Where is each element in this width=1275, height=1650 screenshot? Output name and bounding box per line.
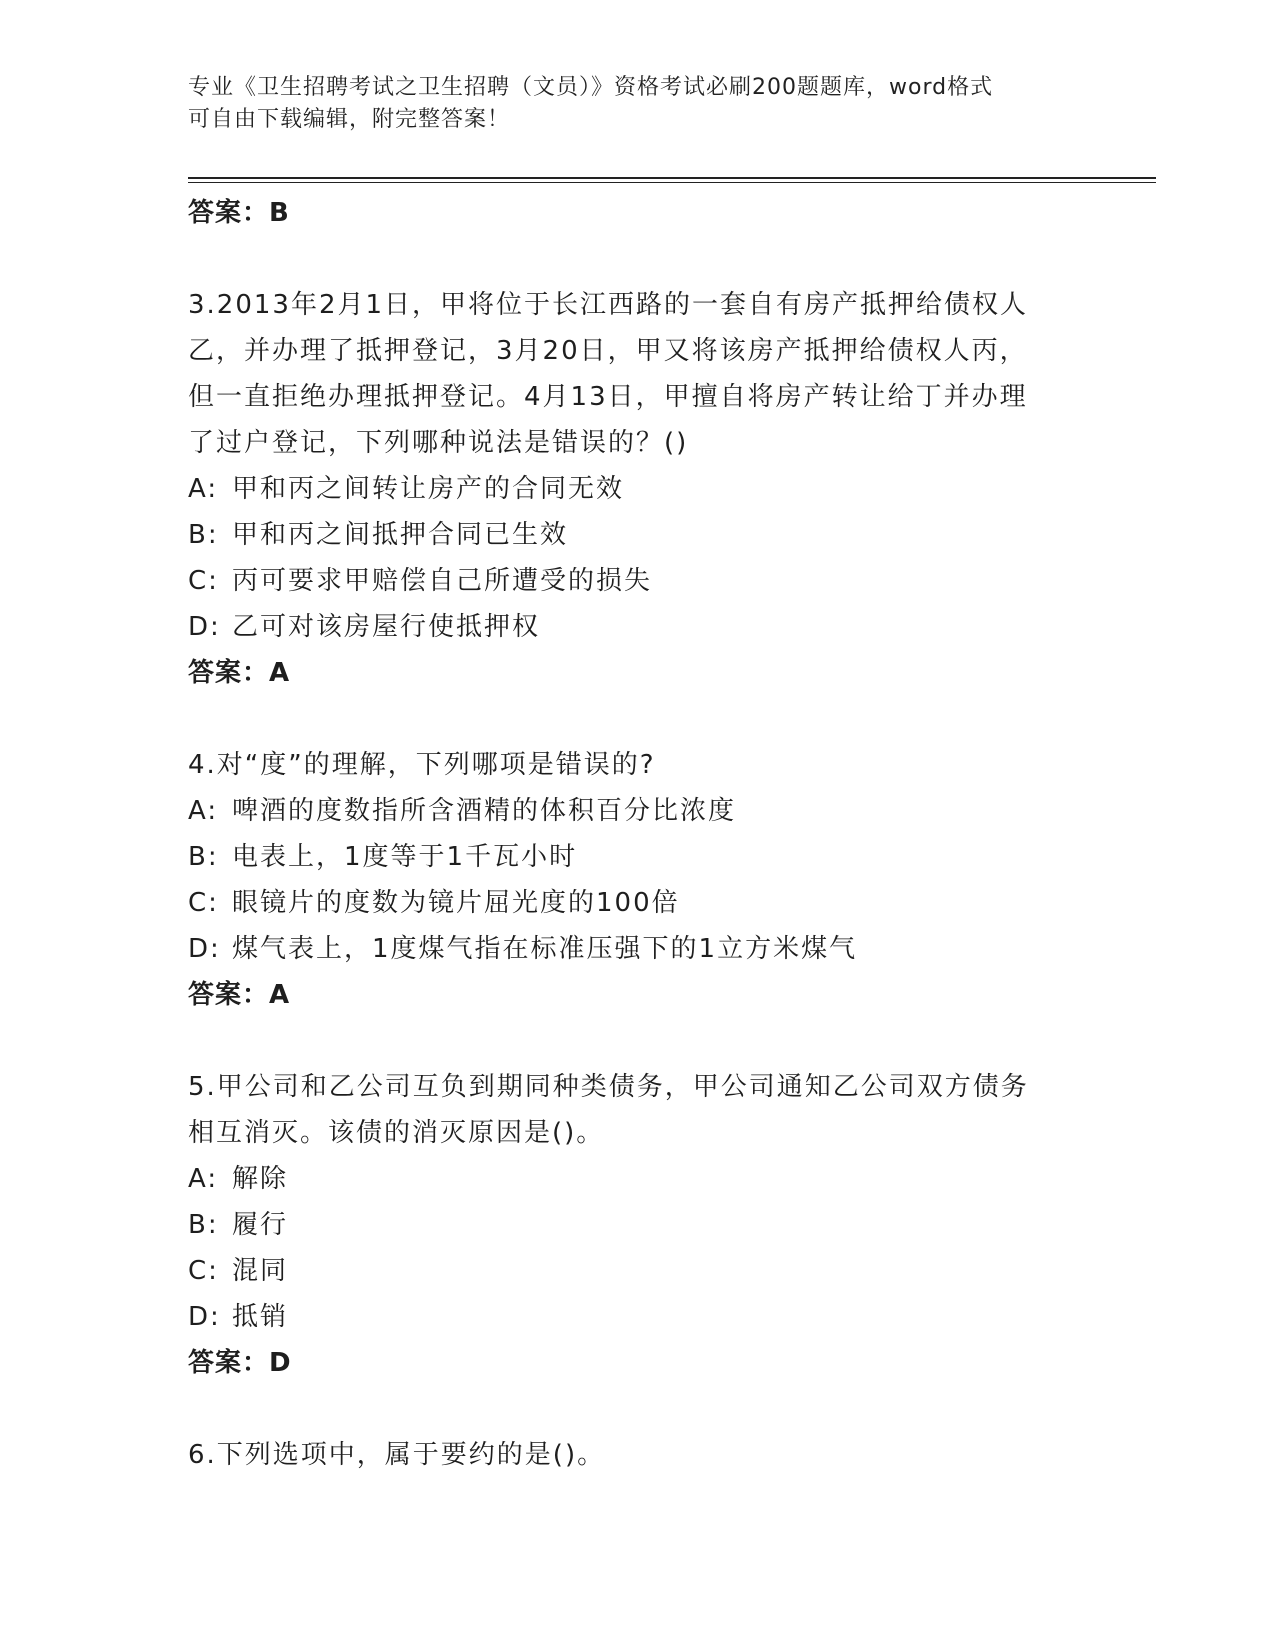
question-6-stem-line: 6.下列选项中，属于要约的是()。: [188, 1440, 606, 1470]
header-line-1: 专业《卫生招聘考试之卫生招聘（文员）》资格考试必刷200题题库，word格式: [188, 75, 994, 100]
question-4-answer: 答案：A: [188, 980, 291, 1010]
option-text: 履行: [232, 1210, 289, 1240]
option-letter: D:: [188, 1302, 221, 1332]
header-divider-thin: [188, 182, 1156, 183]
option-letter: D:: [188, 612, 221, 642]
option-letter: A:: [188, 1164, 219, 1194]
question-5-stem-line: 5.甲公司和乙公司互负到期同种类债务，甲公司通知乙公司双方债务: [188, 1072, 1029, 1102]
question-3-option-a: [188, 466, 1088, 512]
option-text: 解除: [232, 1164, 289, 1194]
spacer: [188, 1018, 1088, 1064]
option-letter: C:: [188, 888, 219, 918]
question-3: [188, 282, 1088, 696]
option-letter: C:: [188, 1256, 219, 1286]
question-5-option-d: [188, 1294, 1088, 1340]
question-4-option-a: [188, 788, 1088, 834]
question-5: [188, 1064, 1088, 1386]
option-text: 乙可对该房屋行使抵押权: [232, 612, 541, 642]
question-3-stem-line: 但一直拒绝办理抵押登记。4月13日，甲擅自将房产转让给丁并办理: [188, 382, 1028, 412]
question-5-stem-line: 相互消灭。该债的消灭原因是()。: [188, 1118, 605, 1148]
document-header: [188, 72, 1068, 136]
option-text: 眼镜片的度数为镜片屈光度的100倍: [232, 888, 680, 918]
question-5-option-c: [188, 1248, 1088, 1294]
question-4-option-d: [188, 926, 1088, 972]
question-3-option-d: [188, 604, 1088, 650]
question-4-stem-line: 4.对“度”的理解，下列哪项是错误的?: [188, 750, 656, 780]
question-5-option-a: [188, 1156, 1088, 1202]
option-text: 电表上，1度等于1千瓦小时: [232, 842, 578, 872]
option-text: 煤气表上，1度煤气指在标准压强下的1立方米煤气: [232, 934, 858, 964]
option-text: 丙可要求甲赔偿自己所遭受的损失: [232, 566, 653, 596]
question-content: [188, 190, 1088, 1478]
option-text: 啤酒的度数指所含酒精的体积百分比浓度: [232, 796, 737, 826]
previous-answer: 答案：B: [188, 198, 290, 228]
spacer: [188, 1386, 1088, 1432]
option-letter: A:: [188, 796, 219, 826]
header-line-2: 可自由下载编辑，附完整答案！: [188, 107, 511, 132]
question-3-stem-line: 3.2013年2月1日，甲将位于长江西路的一套自有房产抵押给债权人: [188, 290, 1029, 320]
question-3-option-c: [188, 558, 1088, 604]
option-letter: A:: [188, 474, 219, 504]
spacer: [188, 236, 1088, 282]
option-letter: C:: [188, 566, 219, 596]
spacer: [188, 696, 1088, 742]
question-4: [188, 742, 1088, 1018]
question-3-answer: 答案：A: [188, 658, 291, 688]
option-letter: B:: [188, 520, 219, 550]
question-5-answer: 答案：D: [188, 1348, 292, 1378]
question-4-option-b: [188, 834, 1088, 880]
option-text: 甲和丙之间转让房产的合同无效: [232, 474, 625, 504]
option-letter: B:: [188, 842, 219, 872]
option-text: 甲和丙之间抵押合同已生效: [232, 520, 569, 550]
question-4-option-c: [188, 880, 1088, 926]
option-text: 混同: [232, 1256, 289, 1286]
option-letter: D:: [188, 934, 221, 964]
header-divider-thick: [188, 177, 1156, 179]
question-3-stem-line: 了过户登记，下列哪种说法是错误的？(): [188, 428, 689, 458]
option-letter: B:: [188, 1210, 219, 1240]
question-5-option-b: [188, 1202, 1088, 1248]
question-3-stem-line: 乙，并办理了抵押登记，3月20日，甲又将该房产抵押给债权人丙，: [188, 336, 1028, 366]
question-3-option-b: [188, 512, 1088, 558]
option-text: 抵销: [232, 1302, 289, 1332]
question-6: [188, 1432, 1088, 1478]
